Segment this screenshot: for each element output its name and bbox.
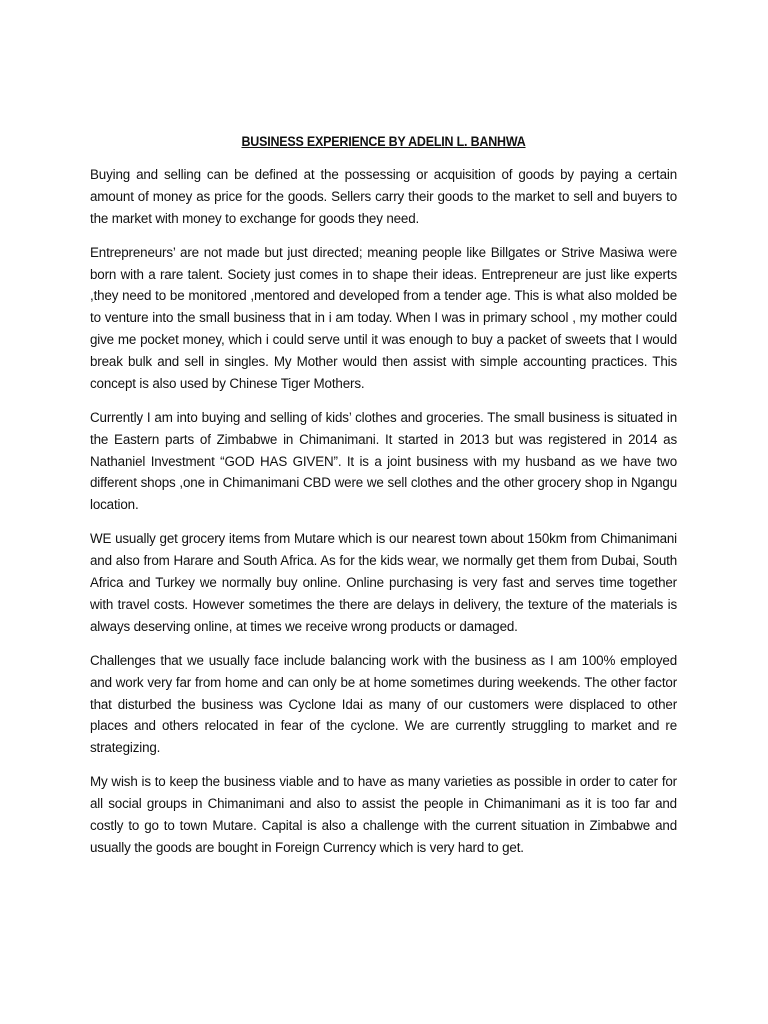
paragraph-challenges: Challenges that we usually face include balancing work with the business as I am 100% employed and work very far from home and can only be at home sometimes during weekends. The other factor that disturbed the business was Cyclone Idai as many of our customers were displaced to other places and others relocated in fear of the cyclone. We are currently struggling to market and re strategizing. [90, 652, 677, 756]
paragraph-entrepreneurs: Entrepreneurs’ are not made but just directed; meaning people like Billgates or Strive Masiwa were born with a rare talent. Society just comes in to shape their ideas. Entrepreneur are just like experts ,they need to be monitored ,mentored and developed from a tender age. This is what also molded be to venture into the small business that in i am today. When I was in primary school , my mother could give me pocket money, which i could serve until it was enough to buy a packet of sweets that I would break bulk and sell in singles. My Mother would then assist with simple accounting practices. This concept is also used by Chinese Tiger Mothers. [90, 244, 677, 391]
paragraph-suppliers: WE usually get grocery items from Mutare which is our nearest town about 150km from Chimanimani and also from Harare and South Africa. As for the kids wear, we normally get them from Dubai, South Africa and Turkey we normally buy online. Online purchasing is very fast and serves time together with travel costs. However sometimes the there are delays in delivery, the texture of the materials is always deserving online, at times we receive wrong products or damaged. [90, 531, 677, 634]
paragraph-intro: Buying and selling can be defined at the possessing or acquisition of goods by paying a certain amount of money as price for the goods. Sellers carry their goods to the market to sell and buyers to the market with money to exchange for goods they need. [90, 167, 677, 226]
paragraph-current-business: Currently I am into buying and selling of kids’ clothes and groceries. The small business is situated in the Eastern parts of Zimbabwe in Chimanimani. It started in 2013 but was registered in 2014 as Nathaniel Investment “GOD HAS GIVEN”. It is a joint business with my husband as we have two different shops ,one in Chimanimani CBD were we sell clothes and the other grocery shop in Ngangu location. [90, 409, 677, 513]
paragraph-wish: My wish is to keep the business viable and to have as many varieties as possible in order to cater for all social groups in Chimanimani and also to assist the people in Chimanimani as it is too far and costly to go to town Mutare. Capital is also a challenge with the current situation in Zimbabwe and usually the goods are bought in Foreign Currency which is very hard to get. [90, 774, 677, 855]
document-body [90, 132, 677, 871]
document-title: BUSINESS EXPERIENCE BY ADELIN L. BANHWA [241, 134, 526, 149]
